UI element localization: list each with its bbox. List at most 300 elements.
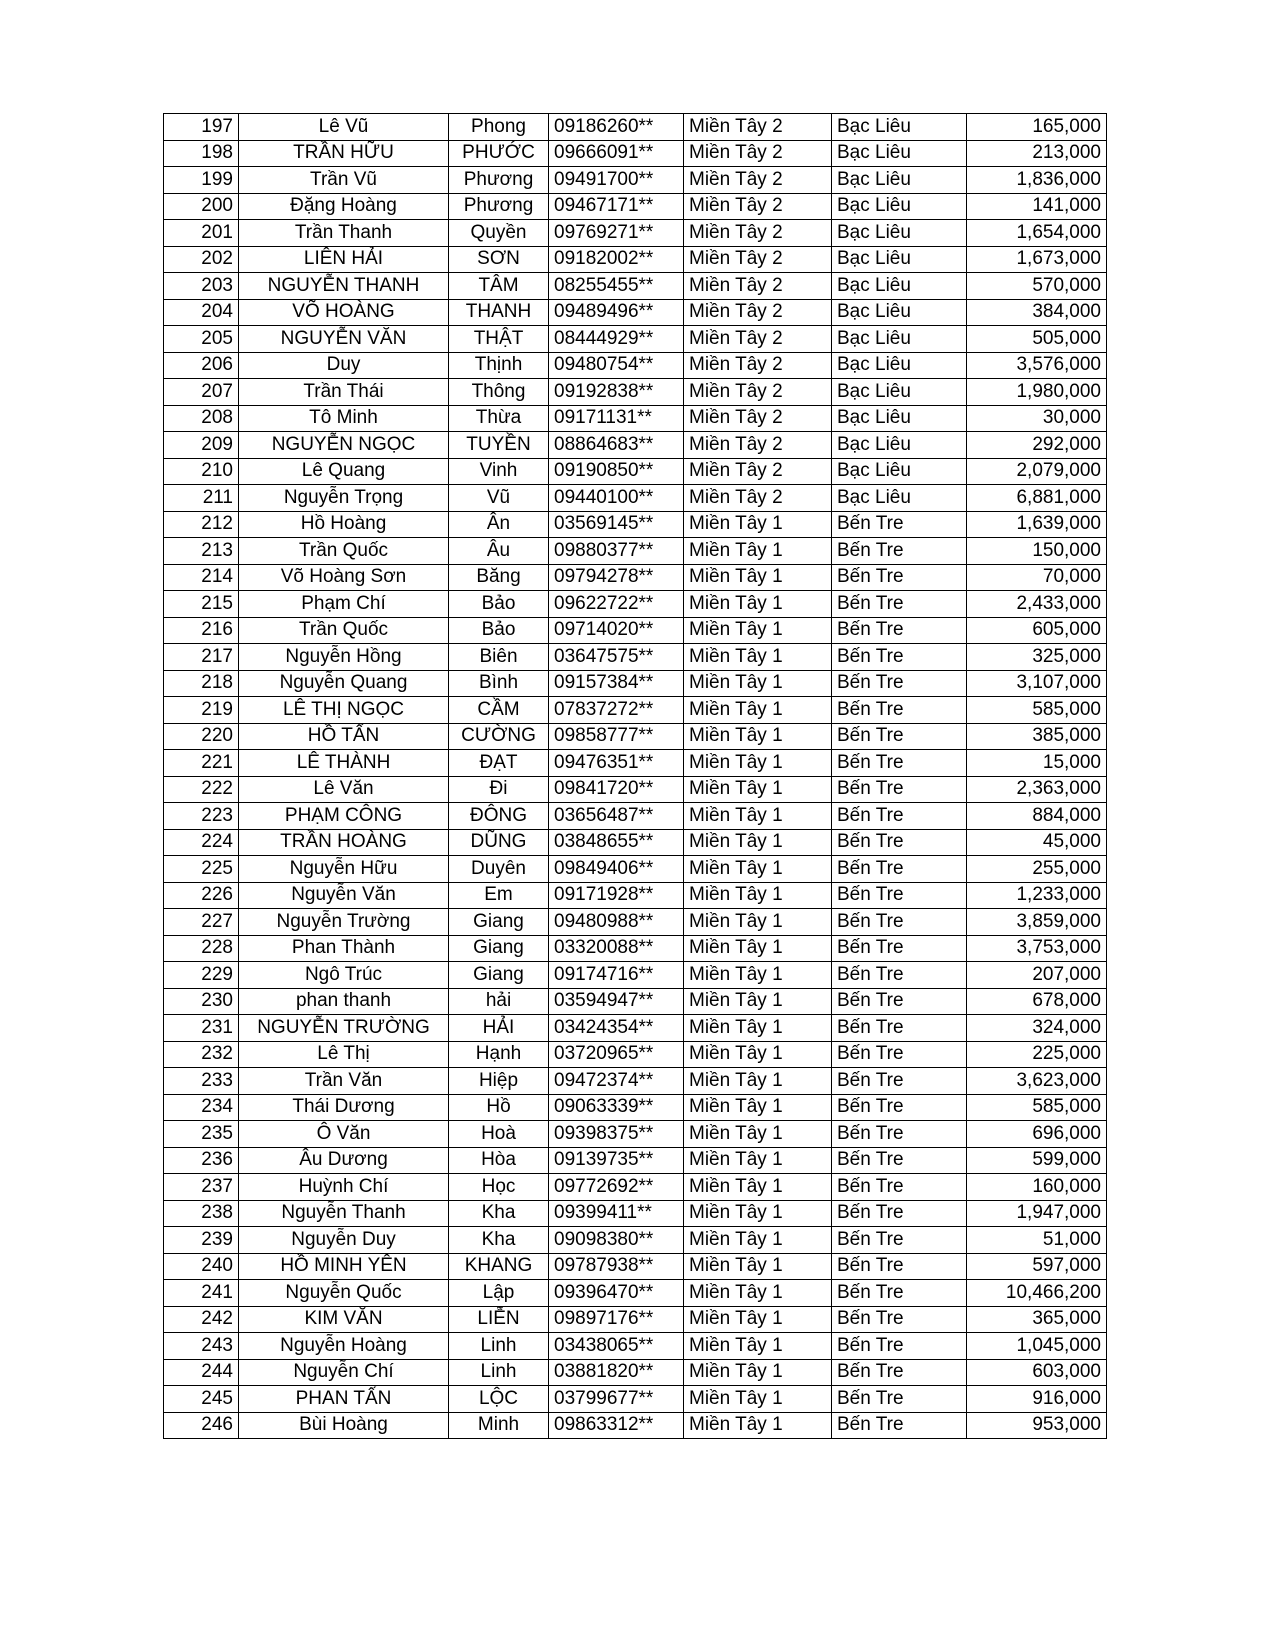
table-row [164, 1227, 1107, 1254]
province-cell: Bến Tre [832, 1306, 967, 1333]
first-name-cell: Thừa [449, 405, 549, 432]
last-name-cell: Phan Thành [239, 935, 449, 962]
region-cell: Miền Tây 2 [684, 299, 832, 326]
region-cell: Miền Tây 2 [684, 352, 832, 379]
amount-cell: 325,000 [967, 644, 1107, 671]
province-cell: Bạc Liêu [832, 246, 967, 273]
first-name-cell: Bình [449, 670, 549, 697]
amount-cell: 2,433,000 [967, 591, 1107, 618]
phone-cell: 09714020** [549, 617, 684, 644]
amount-cell: 3,107,000 [967, 670, 1107, 697]
amount-cell: 324,000 [967, 1015, 1107, 1042]
region-cell: Miền Tây 1 [684, 882, 832, 909]
phone-cell: 09440100** [549, 485, 684, 512]
region-cell: Miền Tây 1 [684, 1200, 832, 1227]
table-row [164, 220, 1107, 247]
phone-cell: 09841720** [549, 776, 684, 803]
row-number-cell: 239 [164, 1227, 239, 1254]
region-cell: Miền Tây 1 [684, 1359, 832, 1386]
last-name-cell: Trần Thái [239, 379, 449, 406]
province-cell: Bến Tre [832, 1015, 967, 1042]
province-cell: Bến Tre [832, 829, 967, 856]
province-cell: Bến Tre [832, 1253, 967, 1280]
first-name-cell: Linh [449, 1359, 549, 1386]
phone-cell: 07837272** [549, 697, 684, 724]
first-name-cell: Duyên [449, 856, 549, 883]
province-cell: Bến Tre [832, 1333, 967, 1360]
table-row [164, 1147, 1107, 1174]
table-row [164, 723, 1107, 750]
region-cell: Miền Tây 2 [684, 326, 832, 353]
region-cell: Miền Tây 2 [684, 193, 832, 220]
first-name-cell: Băng [449, 564, 549, 591]
table-row [164, 273, 1107, 300]
first-name-cell: Quyền [449, 220, 549, 247]
row-number-cell: 230 [164, 988, 239, 1015]
region-cell: Miền Tây 1 [684, 1041, 832, 1068]
province-cell: Bạc Liêu [832, 140, 967, 167]
amount-cell: 45,000 [967, 829, 1107, 856]
region-cell: Miền Tây 1 [684, 1227, 832, 1254]
first-name-cell: CƯỜNG [449, 723, 549, 750]
province-cell: Bạc Liêu [832, 379, 967, 406]
table-row [164, 617, 1107, 644]
province-cell: Bến Tre [832, 723, 967, 750]
province-cell: Bạc Liêu [832, 405, 967, 432]
province-cell: Bến Tre [832, 909, 967, 936]
table-row [164, 909, 1107, 936]
phone-cell: 09467171** [549, 193, 684, 220]
amount-cell: 597,000 [967, 1253, 1107, 1280]
phone-cell: 09491700** [549, 167, 684, 194]
last-name-cell: Trần Văn [239, 1068, 449, 1095]
table-row [164, 485, 1107, 512]
region-cell: Miền Tây 1 [684, 591, 832, 618]
last-name-cell: Nguyễn Duy [239, 1227, 449, 1254]
phone-cell: 09174716** [549, 962, 684, 989]
region-cell: Miền Tây 2 [684, 485, 832, 512]
province-cell: Bến Tre [832, 1227, 967, 1254]
amount-cell: 3,859,000 [967, 909, 1107, 936]
first-name-cell: Đi [449, 776, 549, 803]
amount-cell: 141,000 [967, 193, 1107, 220]
first-name-cell: LIỄN [449, 1306, 549, 1333]
row-number-cell: 209 [164, 432, 239, 459]
region-cell: Miền Tây 1 [684, 1280, 832, 1307]
first-name-cell: Thông [449, 379, 549, 406]
last-name-cell: NGUYỄN VĂN [239, 326, 449, 353]
row-number-cell: 212 [164, 511, 239, 538]
first-name-cell: SƠN [449, 246, 549, 273]
phone-cell: 03594947** [549, 988, 684, 1015]
last-name-cell: Bùi Hoàng [239, 1412, 449, 1439]
table-row [164, 352, 1107, 379]
first-name-cell: LỘC [449, 1386, 549, 1413]
province-cell: Bạc Liêu [832, 485, 967, 512]
phone-cell: 03720965** [549, 1041, 684, 1068]
amount-cell: 3,623,000 [967, 1068, 1107, 1095]
row-number-cell: 233 [164, 1068, 239, 1095]
region-cell: Miền Tây 1 [684, 962, 832, 989]
amount-cell: 1,233,000 [967, 882, 1107, 909]
table-row [164, 644, 1107, 671]
table-row [164, 1359, 1107, 1386]
amount-cell: 70,000 [967, 564, 1107, 591]
amount-cell: 10,466,200 [967, 1280, 1107, 1307]
amount-cell: 570,000 [967, 273, 1107, 300]
row-number-cell: 207 [164, 379, 239, 406]
province-cell: Bến Tre [832, 1068, 967, 1095]
row-number-cell: 213 [164, 538, 239, 565]
table-row [164, 1094, 1107, 1121]
first-name-cell: Giang [449, 962, 549, 989]
province-cell: Bến Tre [832, 1147, 967, 1174]
row-number-cell: 245 [164, 1386, 239, 1413]
region-cell: Miền Tây 1 [684, 856, 832, 883]
region-cell: Miền Tây 1 [684, 988, 832, 1015]
row-number-cell: 208 [164, 405, 239, 432]
last-name-cell: Trần Vũ [239, 167, 449, 194]
first-name-cell: Bảo [449, 617, 549, 644]
table-row [164, 564, 1107, 591]
province-cell: Bến Tre [832, 776, 967, 803]
amount-cell: 51,000 [967, 1227, 1107, 1254]
table-row [164, 114, 1107, 141]
province-cell: Bến Tre [832, 1386, 967, 1413]
last-name-cell: NGUYỄN NGỌC [239, 432, 449, 459]
province-cell: Bến Tre [832, 697, 967, 724]
region-cell: Miền Tây 1 [684, 538, 832, 565]
phone-cell: 08864683** [549, 432, 684, 459]
province-cell: Bạc Liêu [832, 193, 967, 220]
last-name-cell: phan thanh [239, 988, 449, 1015]
last-name-cell: Âu Dương [239, 1147, 449, 1174]
province-cell: Bến Tre [832, 670, 967, 697]
amount-cell: 160,000 [967, 1174, 1107, 1201]
region-cell: Miền Tây 2 [684, 167, 832, 194]
province-cell: Bến Tre [832, 617, 967, 644]
first-name-cell: Âu [449, 538, 549, 565]
amount-cell: 165,000 [967, 114, 1107, 141]
last-name-cell: Trần Quốc [239, 617, 449, 644]
province-cell: Bến Tre [832, 1280, 967, 1307]
first-name-cell: Bảo [449, 591, 549, 618]
phone-cell: 09190850** [549, 458, 684, 485]
last-name-cell: Lê Thị [239, 1041, 449, 1068]
phone-cell: 03656487** [549, 803, 684, 830]
amount-cell: 150,000 [967, 538, 1107, 565]
region-cell: Miền Tây 1 [684, 1174, 832, 1201]
row-number-cell: 199 [164, 167, 239, 194]
phone-cell: 09622722** [549, 591, 684, 618]
first-name-cell: HẢI [449, 1015, 549, 1042]
row-number-cell: 197 [164, 114, 239, 141]
phone-cell: 09472374** [549, 1068, 684, 1095]
region-cell: Miền Tây 1 [684, 1147, 832, 1174]
table-row [164, 1333, 1107, 1360]
region-cell: Miền Tây 2 [684, 220, 832, 247]
last-name-cell: Huỳnh Chí [239, 1174, 449, 1201]
first-name-cell: Phong [449, 114, 549, 141]
region-cell: Miền Tây 1 [684, 1253, 832, 1280]
first-name-cell: TUYỀN [449, 432, 549, 459]
row-number-cell: 226 [164, 882, 239, 909]
amount-cell: 292,000 [967, 432, 1107, 459]
table-row [164, 1412, 1107, 1439]
table-row [164, 829, 1107, 856]
last-name-cell: Lê Vũ [239, 114, 449, 141]
first-name-cell: ĐÔNG [449, 803, 549, 830]
amount-cell: 15,000 [967, 750, 1107, 777]
table-row [164, 776, 1107, 803]
first-name-cell: Linh [449, 1333, 549, 1360]
row-number-cell: 200 [164, 193, 239, 220]
row-number-cell: 224 [164, 829, 239, 856]
last-name-cell: Ô Văn [239, 1121, 449, 1148]
amount-cell: 207,000 [967, 962, 1107, 989]
province-cell: Bến Tre [832, 882, 967, 909]
first-name-cell: PHƯỚC [449, 140, 549, 167]
province-cell: Bạc Liêu [832, 273, 967, 300]
phone-cell: 03799677** [549, 1386, 684, 1413]
region-cell: Miền Tây 1 [684, 564, 832, 591]
region-cell: Miền Tây 1 [684, 1094, 832, 1121]
row-number-cell: 223 [164, 803, 239, 830]
last-name-cell: PHAN TẤN [239, 1386, 449, 1413]
row-number-cell: 235 [164, 1121, 239, 1148]
table-row [164, 935, 1107, 962]
last-name-cell: TRẦN HỮU [239, 140, 449, 167]
table-row [164, 193, 1107, 220]
row-number-cell: 232 [164, 1041, 239, 1068]
province-cell: Bến Tre [832, 1412, 967, 1439]
amount-cell: 1,836,000 [967, 167, 1107, 194]
region-cell: Miền Tây 2 [684, 273, 832, 300]
row-number-cell: 203 [164, 273, 239, 300]
phone-cell: 09863312** [549, 1412, 684, 1439]
last-name-cell: Nguyễn Văn [239, 882, 449, 909]
phone-cell: 09157384** [549, 670, 684, 697]
phone-cell: 09098380** [549, 1227, 684, 1254]
last-name-cell: Trần Quốc [239, 538, 449, 565]
phone-cell: 09787938** [549, 1253, 684, 1280]
table-row [164, 1200, 1107, 1227]
last-name-cell: LIÊN HẢI [239, 246, 449, 273]
first-name-cell: Hạnh [449, 1041, 549, 1068]
row-number-cell: 234 [164, 1094, 239, 1121]
table-row [164, 697, 1107, 724]
phone-cell: 09192838** [549, 379, 684, 406]
row-number-cell: 243 [164, 1333, 239, 1360]
phone-cell: 09480988** [549, 909, 684, 936]
amount-cell: 1,639,000 [967, 511, 1107, 538]
first-name-cell: Ân [449, 511, 549, 538]
region-cell: Miền Tây 1 [684, 935, 832, 962]
first-name-cell: CẦM [449, 697, 549, 724]
province-cell: Bạc Liêu [832, 458, 967, 485]
phone-cell: 09489496** [549, 299, 684, 326]
first-name-cell: KHANG [449, 1253, 549, 1280]
winners-table [163, 113, 1107, 1439]
table-row [164, 167, 1107, 194]
province-cell: Bến Tre [832, 1174, 967, 1201]
province-cell: Bến Tre [832, 564, 967, 591]
region-cell: Miền Tây 1 [684, 776, 832, 803]
phone-cell: 09794278** [549, 564, 684, 591]
province-cell: Bến Tre [832, 1041, 967, 1068]
table-row [164, 962, 1107, 989]
row-number-cell: 215 [164, 591, 239, 618]
first-name-cell: Hồ [449, 1094, 549, 1121]
row-number-cell: 244 [164, 1359, 239, 1386]
row-number-cell: 205 [164, 326, 239, 353]
amount-cell: 3,576,000 [967, 352, 1107, 379]
province-cell: Bạc Liêu [832, 220, 967, 247]
table-row [164, 246, 1107, 273]
province-cell: Bến Tre [832, 935, 967, 962]
phone-cell: 09897176** [549, 1306, 684, 1333]
row-number-cell: 211 [164, 485, 239, 512]
last-name-cell: Trần Thanh [239, 220, 449, 247]
last-name-cell: NGUYỄN THANH [239, 273, 449, 300]
phone-cell: 09880377** [549, 538, 684, 565]
row-number-cell: 210 [164, 458, 239, 485]
last-name-cell: Nguyễn Hoàng [239, 1333, 449, 1360]
first-name-cell: Học [449, 1174, 549, 1201]
first-name-cell: Phương [449, 167, 549, 194]
phone-cell: 09769271** [549, 220, 684, 247]
last-name-cell: NGUYỄN TRƯỜNG [239, 1015, 449, 1042]
row-number-cell: 217 [164, 644, 239, 671]
last-name-cell: Phạm Chí [239, 591, 449, 618]
first-name-cell: Hiệp [449, 1068, 549, 1095]
phone-cell: 09772692** [549, 1174, 684, 1201]
table-row [164, 803, 1107, 830]
amount-cell: 1,947,000 [967, 1200, 1107, 1227]
row-number-cell: 237 [164, 1174, 239, 1201]
region-cell: Miền Tây 1 [684, 1386, 832, 1413]
row-number-cell: 201 [164, 220, 239, 247]
amount-cell: 1,654,000 [967, 220, 1107, 247]
amount-cell: 3,753,000 [967, 935, 1107, 962]
row-number-cell: 221 [164, 750, 239, 777]
table-row [164, 750, 1107, 777]
phone-cell: 09396470** [549, 1280, 684, 1307]
region-cell: Miền Tây 1 [684, 803, 832, 830]
first-name-cell: Phương [449, 193, 549, 220]
region-cell: Miền Tây 2 [684, 379, 832, 406]
amount-cell: 605,000 [967, 617, 1107, 644]
last-name-cell: LÊ THỊ NGỌC [239, 697, 449, 724]
first-name-cell: Hòa [449, 1147, 549, 1174]
region-cell: Miền Tây 1 [684, 723, 832, 750]
last-name-cell: Nguyễn Hồng [239, 644, 449, 671]
province-cell: Bến Tre [832, 750, 967, 777]
amount-cell: 30,000 [967, 405, 1107, 432]
table-row [164, 1015, 1107, 1042]
last-name-cell: Ngô Trúc [239, 962, 449, 989]
table-row [164, 379, 1107, 406]
table-row [164, 1253, 1107, 1280]
last-name-cell: Thái Dương [239, 1094, 449, 1121]
table-row [164, 882, 1107, 909]
region-cell: Miền Tây 1 [684, 829, 832, 856]
amount-cell: 1,045,000 [967, 1333, 1107, 1360]
row-number-cell: 214 [164, 564, 239, 591]
province-cell: Bến Tre [832, 962, 967, 989]
last-name-cell: Nguyễn Quốc [239, 1280, 449, 1307]
first-name-cell: TÂM [449, 273, 549, 300]
phone-cell: 09171131** [549, 405, 684, 432]
first-name-cell: Hoà [449, 1121, 549, 1148]
province-cell: Bến Tre [832, 591, 967, 618]
province-cell: Bến Tre [832, 803, 967, 830]
phone-cell: 03647575** [549, 644, 684, 671]
region-cell: Miền Tây 1 [684, 1306, 832, 1333]
last-name-cell: Lê Quang [239, 458, 449, 485]
first-name-cell: Giang [449, 909, 549, 936]
table-row [164, 988, 1107, 1015]
row-number-cell: 202 [164, 246, 239, 273]
table-row [164, 432, 1107, 459]
province-cell: Bạc Liêu [832, 114, 967, 141]
province-cell: Bến Tre [832, 1094, 967, 1121]
last-name-cell: Nguyễn Quang [239, 670, 449, 697]
phone-cell: 09476351** [549, 750, 684, 777]
last-name-cell: TRẦN HOÀNG [239, 829, 449, 856]
amount-cell: 599,000 [967, 1147, 1107, 1174]
region-cell: Miền Tây 2 [684, 405, 832, 432]
last-name-cell: LÊ THÀNH [239, 750, 449, 777]
amount-cell: 213,000 [967, 140, 1107, 167]
last-name-cell: Đặng Hoàng [239, 193, 449, 220]
last-name-cell: Võ Hoàng Sơn [239, 564, 449, 591]
last-name-cell: KIM VĂN [239, 1306, 449, 1333]
amount-cell: 678,000 [967, 988, 1107, 1015]
amount-cell: 2,079,000 [967, 458, 1107, 485]
amount-cell: 1,673,000 [967, 246, 1107, 273]
first-name-cell: Vinh [449, 458, 549, 485]
amount-cell: 585,000 [967, 1094, 1107, 1121]
phone-cell: 09666091** [549, 140, 684, 167]
table-body [164, 114, 1107, 1439]
phone-cell: 08255455** [549, 273, 684, 300]
province-cell: Bến Tre [832, 1121, 967, 1148]
province-cell: Bạc Liêu [832, 167, 967, 194]
phone-cell: 03424354** [549, 1015, 684, 1042]
row-number-cell: 241 [164, 1280, 239, 1307]
row-number-cell: 246 [164, 1412, 239, 1439]
last-name-cell: HỒ MINH YÊN [239, 1253, 449, 1280]
table-row [164, 670, 1107, 697]
phone-cell: 09849406** [549, 856, 684, 883]
table-row [164, 405, 1107, 432]
region-cell: Miền Tây 1 [684, 750, 832, 777]
amount-cell: 2,363,000 [967, 776, 1107, 803]
region-cell: Miền Tây 1 [684, 1333, 832, 1360]
last-name-cell: Nguyễn Thanh [239, 1200, 449, 1227]
table-row [164, 458, 1107, 485]
amount-cell: 603,000 [967, 1359, 1107, 1386]
row-number-cell: 227 [164, 909, 239, 936]
row-number-cell: 222 [164, 776, 239, 803]
table-row [164, 1174, 1107, 1201]
phone-cell: 03848655** [549, 829, 684, 856]
province-cell: Bến Tre [832, 1359, 967, 1386]
region-cell: Miền Tây 1 [684, 1412, 832, 1439]
row-number-cell: 225 [164, 856, 239, 883]
first-name-cell: DŨNG [449, 829, 549, 856]
